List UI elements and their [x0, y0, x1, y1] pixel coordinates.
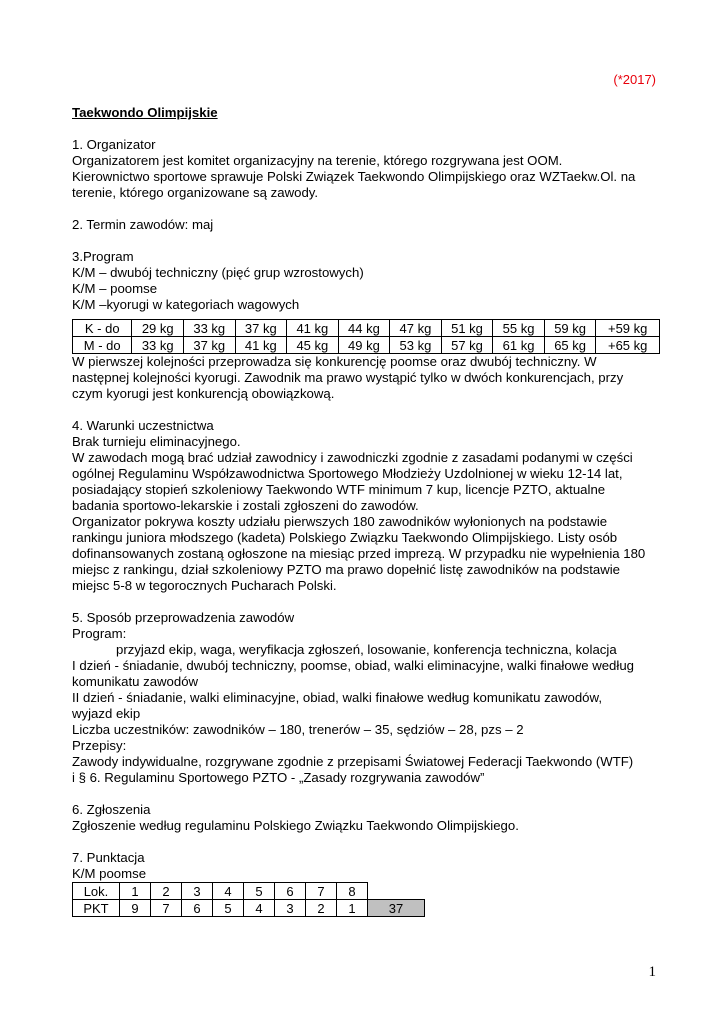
table-cell: 55 kg: [493, 320, 545, 337]
table-cell: 51 kg: [441, 320, 493, 337]
table-cell: +65 kg: [596, 337, 660, 354]
text-line: Brak turnieju eliminacyjnego.: [72, 434, 241, 449]
table-cell: 45 kg: [287, 337, 339, 354]
section-1-heading: 1. Organizator: [72, 137, 156, 152]
text-line: W pierwszej kolejności przeprowadza się konkurencję poomse oraz dwubój techniczny. W: [72, 354, 597, 369]
table-cell: 53 kg: [390, 337, 442, 354]
text-line: czym kyorugi jest konkurencją obowiązkową.: [72, 386, 335, 401]
table-cell: 1: [120, 883, 151, 900]
poomse-points-table: [72, 882, 425, 917]
text-line: rankingu juniora młodszego (kadeta) Polskiego Związku Taekwondo Olimpijskiego. Listy osób: [72, 530, 618, 545]
weight-categories-table: [72, 319, 660, 354]
table-cell: M - do: [73, 337, 132, 354]
text-line: Organizator pokrywa koszty udziału pierwszych 180 zawodników wyłonionych na podstawie: [72, 514, 608, 529]
document-body: [72, 105, 662, 917]
year-stamp: (*2017): [613, 72, 656, 87]
text-line: miejsc 5-8 w tegorocznych Pucharach Polski.: [72, 578, 337, 593]
text-line: badania sportowo-lekarskie i zostali zgłoszeni do zawodów.: [72, 498, 419, 513]
section-6-heading: 6. Zgłoszenia: [72, 802, 151, 817]
table-cell: 3: [275, 900, 306, 917]
table-cell: 7: [306, 883, 337, 900]
text-line: dofinansowanych zostaną ogłoszone na miesiąc przed imprezą. W przypadku nie wypełnienia 180: [72, 546, 646, 561]
text-line: II dzień - śniadanie, walki eliminacyjne, obiad, walki finałowe według komunikatu zawodów,: [72, 690, 602, 705]
table-cell: 33 kg: [132, 337, 184, 354]
table-row: [73, 337, 660, 354]
table-cell: 29 kg: [132, 320, 184, 337]
text-line: Zawody indywidualne, rozgrywane zgodnie z przepisami Światowej Federacji Taekwondo (WTF): [72, 754, 634, 769]
text-line: K/M poomse: [72, 866, 147, 881]
text-line: Program:: [72, 626, 127, 641]
table-cell: 2: [306, 900, 337, 917]
table-cell: 41 kg: [287, 320, 339, 337]
text-line: i § 6. Regulaminu Sportowego PZTO - „Zasady rozgrywania zawodów”: [72, 770, 485, 785]
table-cell: 44 kg: [338, 320, 390, 337]
table-cell: 49 kg: [338, 337, 390, 354]
table-cell: 37 kg: [184, 337, 236, 354]
text-line: K/M –kyorugi w kategoriach wagowych: [72, 297, 300, 312]
table-row: [73, 900, 425, 917]
text-line: komunikatu zawodów: [72, 674, 199, 689]
page-number: 1: [648, 964, 656, 980]
text-line: Przepisy:: [72, 738, 127, 753]
table-cell: 6: [275, 883, 306, 900]
table-cell: [368, 883, 425, 900]
table-cell: 7: [151, 900, 182, 917]
table-cell: 37 kg: [235, 320, 287, 337]
table-cell: 65 kg: [544, 337, 596, 354]
table-row: [73, 320, 660, 337]
table-cell: Lok.: [73, 883, 120, 900]
table-cell: 57 kg: [441, 337, 493, 354]
text-line: terenie, którego organizowane są zawody.: [72, 185, 319, 200]
table-cell: 8: [337, 883, 368, 900]
table-cell: 3: [182, 883, 213, 900]
table-cell: 4: [244, 900, 275, 917]
document-title: Taekwondo Olimpijskie: [72, 105, 218, 120]
section-5-heading: 5. Sposób przeprowadzenia zawodów: [72, 610, 295, 625]
table-cell: +59 kg: [596, 320, 660, 337]
table-cell: 59 kg: [544, 320, 596, 337]
text-line: przyjazd ekip, waga, weryfikacja zgłoszeń, losowanie, konferencja techniczna, kolacja: [116, 642, 617, 657]
table-cell: 4: [213, 883, 244, 900]
text-line: I dzień - śniadanie, dwubój techniczny, poomse, obiad, walki eliminacyjne, walki finałowe według: [72, 658, 634, 673]
text-line: posiadający stopień szkoleniowy Taekwondo WTF minimum 7 kup, licencje PZTO, aktualne: [72, 482, 606, 497]
table-cell: 2: [151, 883, 182, 900]
table-cell: 1: [337, 900, 368, 917]
table-cell: PKT: [73, 900, 120, 917]
table-cell: 41 kg: [235, 337, 287, 354]
text-line: Kierownictwo sportowe sprawuje Polski Związek Taekwondo Olimpijskiego oraz WZTaekw.Ol. na: [72, 169, 636, 184]
section-2-heading: 2. Termin zawodów: maj: [72, 217, 214, 232]
text-line: K/M – dwubój techniczny (pięć grup wzrostowych): [72, 265, 364, 280]
text-line: W zawodach mogą brać udział zawodnicy i zawodniczki zgodnie z zasadami podanymi w części: [72, 450, 633, 465]
section-7-heading: 7. Punktacja: [72, 850, 145, 865]
table-cell: K - do: [73, 320, 132, 337]
total-cell: 37: [368, 900, 425, 917]
section-4-heading: 4. Warunki uczestnictwa: [72, 418, 214, 433]
table-cell: 6: [182, 900, 213, 917]
table-row: [73, 883, 425, 900]
text-line: Zgłoszenie według regulaminu Polskiego Związku Taekwondo Olimpijskiego.: [72, 818, 519, 833]
table-cell: 33 kg: [184, 320, 236, 337]
text-line: miejsc z rankingu, dział szkoleniowy PZTO ma prawo dopełnić listę zawodników na podstawie: [72, 562, 621, 577]
text-line: Organizatorem jest komitet organizacyjny na terenie, którego rozgrywana jest OOM.: [72, 153, 563, 168]
table-cell: 9: [120, 900, 151, 917]
text-line: K/M – poomse: [72, 281, 158, 296]
table-cell: 47 kg: [390, 320, 442, 337]
table-cell: 5: [213, 900, 244, 917]
section-3-heading: 3.Program: [72, 249, 134, 264]
text-line: wyjazd ekip: [72, 706, 141, 721]
table-cell: 5: [244, 883, 275, 900]
text-line: następnej kolejności kyorugi. Zawodnik ma prawo wystąpić tylko w dwóch konkurencjach, przy: [72, 370, 624, 385]
text-line: Liczba uczestników: zawodników – 180, trenerów – 35, sędziów – 28, pzs – 2: [72, 722, 524, 737]
table-cell: 61 kg: [493, 337, 545, 354]
text-line: ogólnej Regulaminu Współzawodnictwa Sportowego Młodzieży Uzdolnionej w wieku 12-14 lat,: [72, 466, 623, 481]
